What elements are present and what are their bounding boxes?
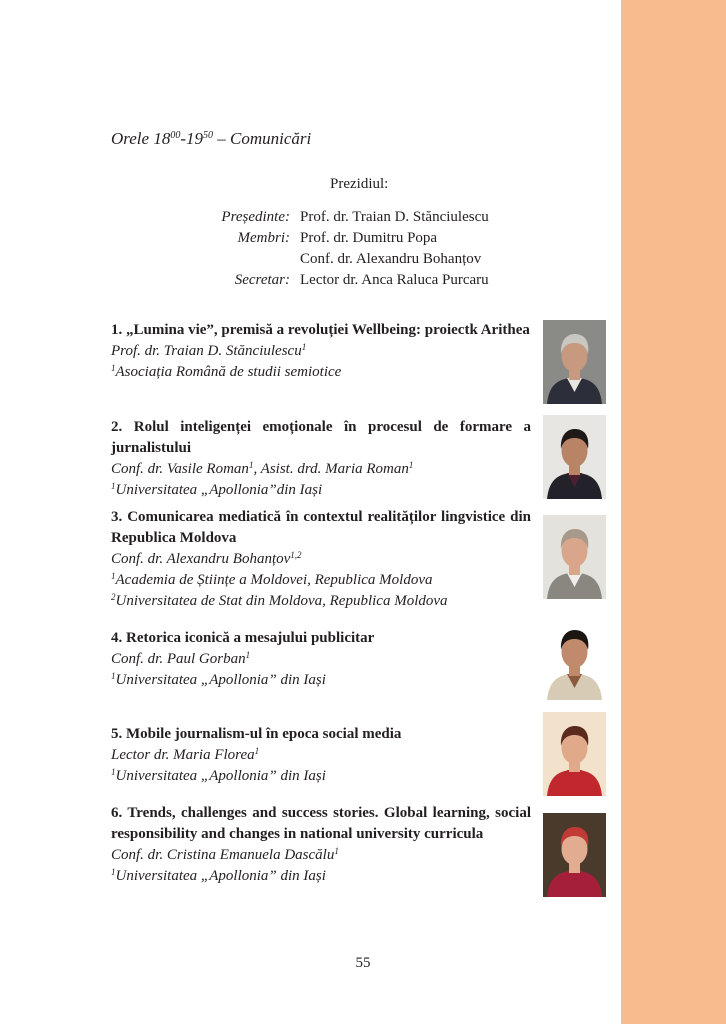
presidium-role [160, 249, 300, 270]
presidium-role: Membri: [237, 230, 290, 246]
author-photo [543, 813, 606, 897]
talk-item [111, 803, 531, 887]
section-title: Orele $18^{00}-19^{50}$ – Comunicări [111, 129, 312, 148]
talk-affiliation: $^1$Asociația Română de studii semiotice [111, 363, 342, 380]
presidium-name: Conf. dr. Alexandru Bohanțov [300, 251, 482, 267]
presidium-name: Prof. dr. Traian D. Stănciulescu [300, 209, 489, 225]
presidium-table [160, 207, 489, 291]
talk-affiliation: $^1$Universitatea „Apollonia” din Iași [111, 867, 326, 884]
presidium-row [160, 270, 489, 291]
author-photo [543, 515, 606, 599]
presidium-row [160, 249, 489, 270]
talk-item [111, 417, 531, 501]
talk-item [111, 724, 531, 787]
talk-item [111, 320, 531, 383]
presidium-name: Prof. dr. Dumitru Popa [300, 230, 438, 246]
author-photo [543, 712, 606, 796]
presidium-name: Lector dr. Anca Raluca Purcaru [300, 272, 489, 288]
page-side-band [621, 0, 726, 1024]
author-photo [543, 320, 606, 404]
talk-title: 3. Comunicarea mediatică în contextul realităților lingvistice din Republica Moldova [111, 509, 531, 546]
talk-authors: Prof. dr. Traian D. Stănciulescu$^1$ [111, 342, 307, 359]
talk-title: 4. Retorica iconică a mesajului publicitar [111, 630, 375, 646]
talk-affiliation: $^1$Universitatea „Apollonia” din Iași [111, 767, 326, 784]
talk-title: 1. „Lumina vie”, premisă a revoluției Wellbeing: proiectk Arithea [111, 322, 530, 338]
talk-item [111, 628, 531, 691]
page-number: 55 [355, 955, 371, 971]
talk-title: 2. Rolul inteligenței emoționale în procesul de formare a jurnalistului [111, 419, 531, 456]
talk-item [111, 507, 531, 612]
presidium-row [160, 228, 489, 249]
presidium-heading: Prezidiul: [330, 176, 389, 192]
talk-title: 5. Mobile journalism-ul în epoca social media [111, 726, 402, 742]
talk-authors: Conf. dr. Vasile Roman$^1$, Asist. drd. Maria Roman$^1$ [111, 460, 414, 477]
talk-affiliation: $^1$Academia de Științe a Moldovei, Republica Moldova [111, 571, 433, 588]
talk-authors: Lector dr. Maria Florea$^1$ [111, 746, 260, 763]
talk-affiliation: $^1$Universitatea „Apollonia” din Iași [111, 671, 326, 688]
presidium-role: Președinte: [221, 209, 290, 225]
talk-authors: Conf. dr. Alexandru Bohanțov$^{1,2}$ [111, 550, 302, 567]
talk-affiliation: $^1$Universitatea „Apollonia”din Iași [111, 481, 323, 498]
author-photo [543, 616, 606, 700]
talk-authors: Conf. dr. Paul Gorban$^1$ [111, 650, 251, 667]
talk-title: 6. Trends, challenges and success stories. Global learning, social responsibility and changes in national university curricula [111, 805, 531, 842]
presidium-row [160, 207, 489, 228]
presidium-role: Secretar: [234, 272, 290, 288]
author-photo [543, 415, 606, 499]
talk-affiliation: $^2$Universitatea de Stat din Moldova, Republica Moldova [111, 592, 448, 609]
talk-authors: Conf. dr. Cristina Emanuela Dascălu$^1$ [111, 846, 339, 863]
